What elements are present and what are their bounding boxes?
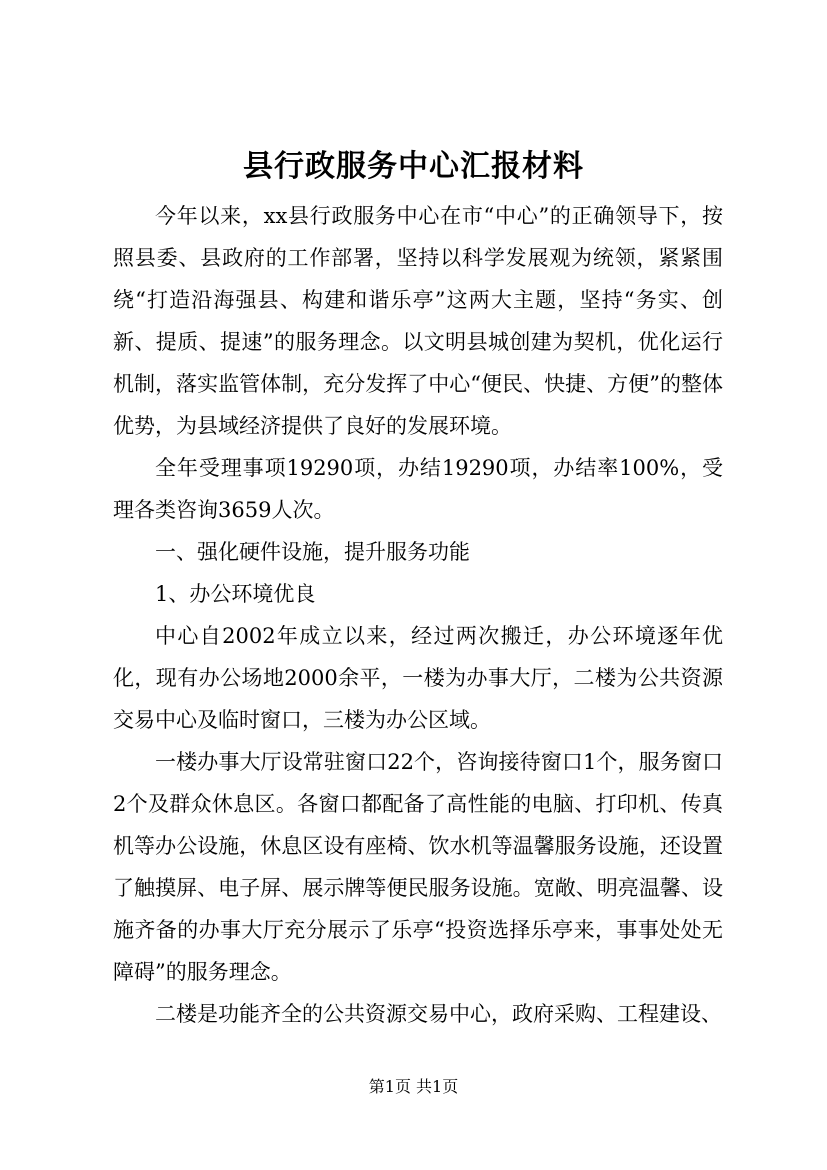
paragraph-intro: 今年以来，xx县行政服务中心在市“中心”的正确领导下，按照县委、县政府的工作部署，坚持以科学发展观为统领，紧紧围绕“打造沿海强县、构建和谐乐亭”这两大主题，坚持“务实、创新、提质、提速”的服务理念。以文明县城创建为契机，优化运行机制，落实监管体制，充分发挥了中心“便民、快捷、方便”的整体优势，为县域经济提供了良好的发展环境。 (113, 204, 723, 438)
subsection-heading-1: 1、办公环境优良 (155, 582, 316, 606)
paragraph-first-floor: 一楼办事大厅设常驻窗口22个，咨询接待窗口1个，服务窗口2个及群众休息区。各窗口都配备了高性能的电脑、打印机、传真机等办公设施，休息区设有座椅、饮水机等温馨服务设施，还设置了触摸屏、电子屏、展示牌等便民服务设施。宽敞、明亮温馨、设施齐备的办事大厅充分展示了乐亭“投资选择乐亭来，事事处处无障碍”的服务理念。 (113, 750, 723, 984)
paragraph-office-environment: 中心自2002年成立以来，经过两次搬迁，办公环境逐年优化，现有办公场地2000余平，一楼为办事大厅，二楼为公共资源交易中心及临时窗口，三楼为办公区域。 (113, 624, 723, 732)
document-title: 县行政服务中心汇报材料 (243, 149, 584, 184)
page-footer: 第1页 共1页 (368, 1077, 459, 1096)
paragraph-second-floor: 二楼是功能齐全的公共资源交易中心，政府采购、工程建设、 (155, 1002, 722, 1026)
section-heading-1: 一、强化硬件设施，提升服务功能 (155, 540, 470, 564)
paragraph-statistics: 全年受理事项19290项，办结19290项，办结率100%，受理各类咨询3659人次。 (113, 456, 723, 522)
document-body (113, 195, 723, 1035)
